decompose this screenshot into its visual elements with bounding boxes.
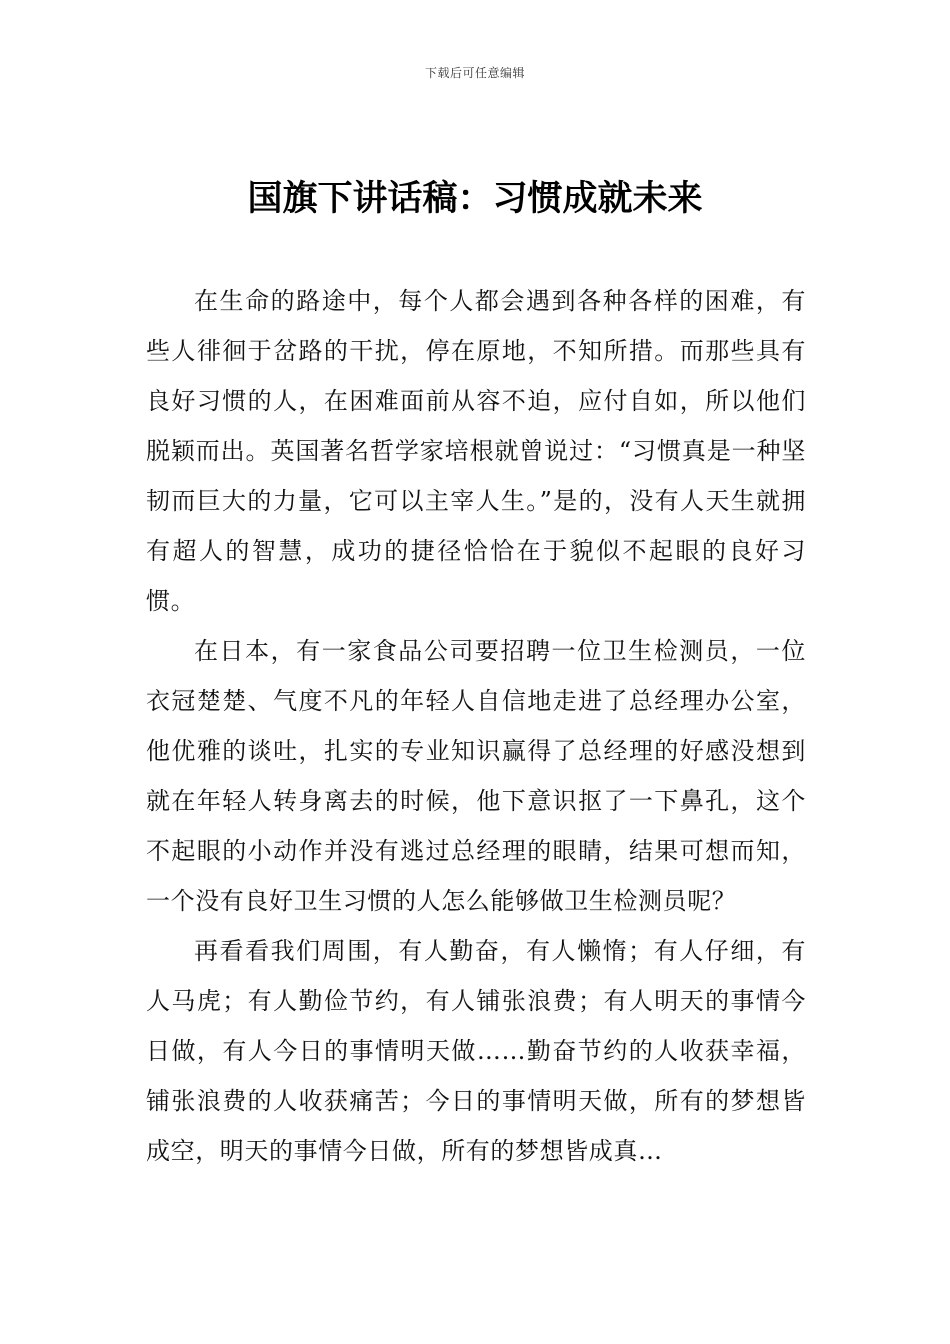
page-header-note: 下载后可任意编辑: [424, 66, 525, 80]
paragraph-2: 在日本，有一家食品公司要招聘一位卫生检测员，一位衣冠楚楚、气度不凡的年轻人自信地走进了总经理办公室，他优雅的谈吐，扎实的专业知识赢得了总经理的好感没想到就在年轻人转身离去的时候，他下意识抠了一下鼻孔，这个不起眼的小动作并没有逃过总经理的眼睛，结果可想而知，一个没有良好卫生习惯的人怎么能够做卫生检测员呢？: [146, 637, 806, 915]
document-body: [146, 276, 806, 1176]
paragraph-1: 在生命的路途中，每个人都会遇到各种各样的困难，有些人徘徊于岔路的干扰，停在原地，不知所措。而那些具有良好习惯的人，在困难面前从容不迫，应付自如，所以他们脱颖而出。英国著名哲学家培根就曾说过：“习惯真是一种坚韧而巨大的力量，它可以主宰人生。”是的，没有人天生就拥有超人的智慧，成功的捷径恰恰在于貌似不起眼的良好习惯。: [146, 287, 806, 615]
document-title: 国旗下讲话稿：习惯成就未来: [247, 179, 703, 219]
paragraph-3: 再看看我们周围，有人勤奋，有人懒惰；有人仔细，有人马虎；有人勤俭节约，有人铺张浪费；有人明天的事情今日做，有人今日的事情明天做……勤奋节约的人收获幸福，铺张浪费的人收获痛苦；今日的事情明天做，所有的梦想皆成空，明天的事情今日做，所有的梦想皆成真…: [146, 937, 806, 1165]
